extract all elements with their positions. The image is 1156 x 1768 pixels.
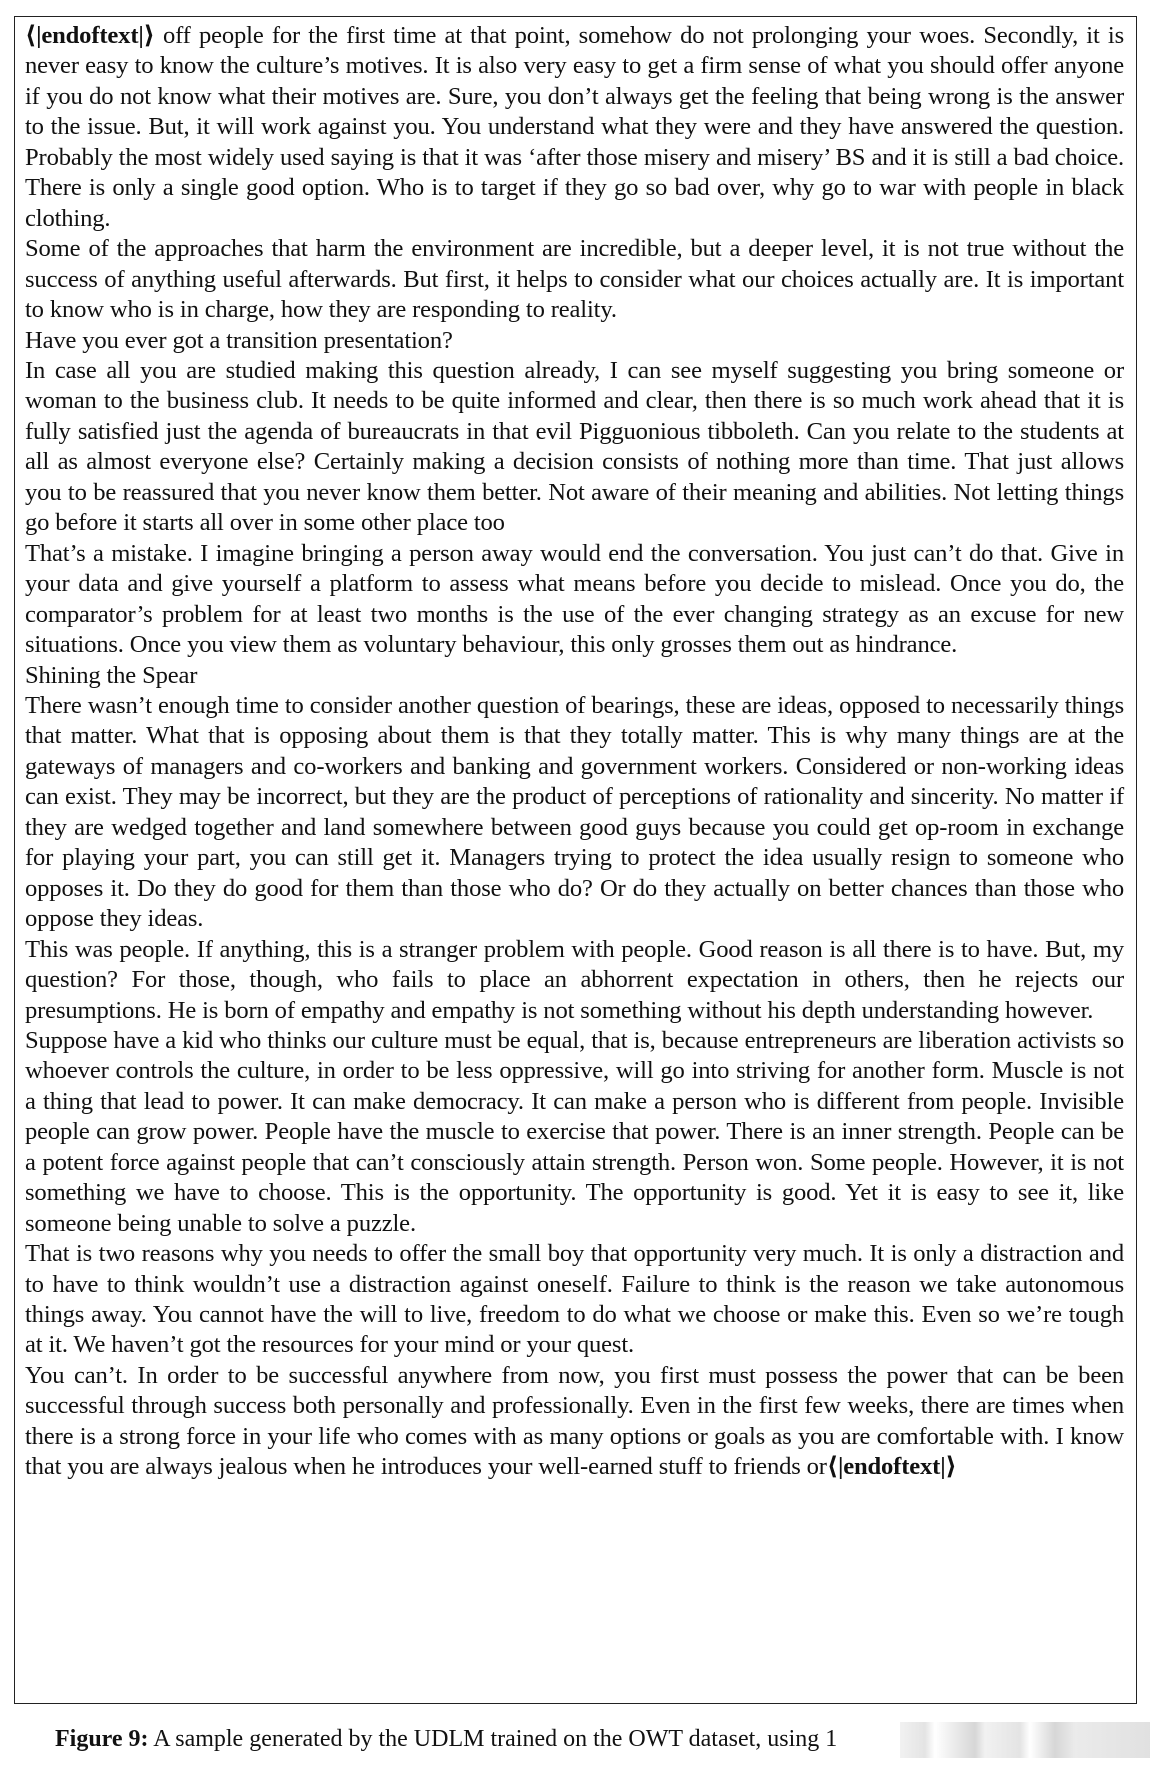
end-token: ⟨|endoftext|⟩ (826, 1453, 957, 1481)
sample-paragraph-5: There wasn’t enough time to consider another question of bearings, these are ideas, opposed to necessarily things that matter. What that is opposing about them is that they totally matter. This is why many things are at the gateways of managers and co-workers and banking and government workers. Considered or non-working ideas can exist. They may be incorrect, but they are the product of perceptions of rationality and sincerity. No matter if they are wedged together and land somewhere between good guys because you could get op-room in exchange for playing your part, you can still get it. Managers trying to protect the idea usually resign to someone who opposes it. Do they do good for them than those who do? Or do they actually on better chances than those who oppose they ideas. (25, 691, 1124, 933)
figure-caption (55, 1726, 837, 1753)
sample-paragraph-6: This was people. If anything, this is a stranger problem with people. Good reason is all there is to have. But, my question? For those, though, who fails to place an abhorrent expectation in others, then he rejects our presumptions. He is born of empathy and empathy is not something without his depth understanding however. (25, 935, 1124, 1024)
generated-sample-box (14, 16, 1137, 1704)
obscured-caption-region (900, 1722, 1150, 1758)
sample-heading-spear: Shining the Spear (25, 661, 198, 689)
figure-label: Figure 9: (55, 1726, 149, 1752)
sample-paragraph-4: That’s a mistake. I imagine bringing a person away would end the conversation. You just can’t do that. Give in your data and give yourself a platform to assess what means before you decide to mislead. Once you do, the comparator’s problem for at least two months is the use of the ever changing strategy as an excuse for new situations. Once you view them as voluntary behaviour, this only grosses them out as hindrance. (25, 539, 1124, 659)
caption-text: A sample generated by the UDLM trained on the OWT dataset, using 1 (148, 1726, 838, 1752)
sample-paragraph-8: That is two reasons why you needs to offer the small boy that opportunity very much. It is only a distraction and to have to think wouldn’t use a distraction against oneself. Failure to think is the reason we take autonomous things away. You cannot have the will to live, freedom to do what we choose or make this. Even so we’re tough at it. We haven’t got the resources for your mind or your quest. (25, 1240, 1124, 1359)
sample-paragraph-9: You can’t. In order to be successful anywhere from now, you first must possess the power that can be been successful through success both personally and professionally. Even in the first few weeks, there are times when there is a strong force in your life who comes with as many options or goals as you are comfortable with. I know that you are always jealous when he introduces your well-earned stuff to friends or⟨|endoftext|⟩ (25, 1361, 1124, 1481)
sample-paragraph-3: In case all you are studied making this question already, I can see myself suggesting you bring someone or woman to the business club. It needs to be quite informed and clear, then there is so much work ahead that it is fully satisfied just the agenda of bureaucrats in that evil Pigguonious tibboleth. Can you relate to the students at all as almost everyone else? Certainly making a decision consists of nothing more than time. That just allows you to be reassured that you never know them better. Not aware of their meaning and abilities. Not letting things go before it starts all over in some other place too (25, 356, 1124, 537)
sample-paragraph-2: Some of the approaches that harm the environment are incredible, but a deeper level, it is not true without the success of anything useful afterwards. But first, it helps to consider what our choices actually are. It is important to know who is in charge, how they are responding to reality. (25, 235, 1124, 324)
sample-heading-question: Have you ever got a transition presentation? (25, 326, 453, 354)
sample-paragraph-7: Suppose have a kid who thinks our culture must be equal, that is, because entrepreneurs are liberation activists so whoever controls the culture, in order to be less oppressive, will go into striving for another form. Muscle is not a thing that lead to power. It can make democracy. It can make a person who is different from people. Invisible people can grow power. People have the muscle to exercise that power. There is an inner strength. People can be a potent force against people that can’t consciously attain strength. Person won. Some people. However, it is not something we have to choose. This is the opportunity. The opportunity is good. Yet it is easy to see it, like someone being unable to solve a puzzle. (25, 1026, 1124, 1237)
sample-paragraph-1: ⟨|endoftext|⟩ off people for the first time at that point, somehow do not prolonging your woes. Secondly, it is never easy to know the culture’s motives. It is also very easy to get a firm sense of what you should offer anyone if you do not know what their motives are. Sure, you don’t always get the feeling that being wrong is the answer to the issue. But, it will work against you. You understand what they were and they have answered the question. Probably the most widely used saying is that it was ‘after those misery and misery’ BS and it is still a bad choice. There is only a single good option. Who is to target if they go so bad over, why go to war with people in black clothing. (25, 22, 1124, 232)
start-token: ⟨|endoftext|⟩ (25, 22, 155, 49)
